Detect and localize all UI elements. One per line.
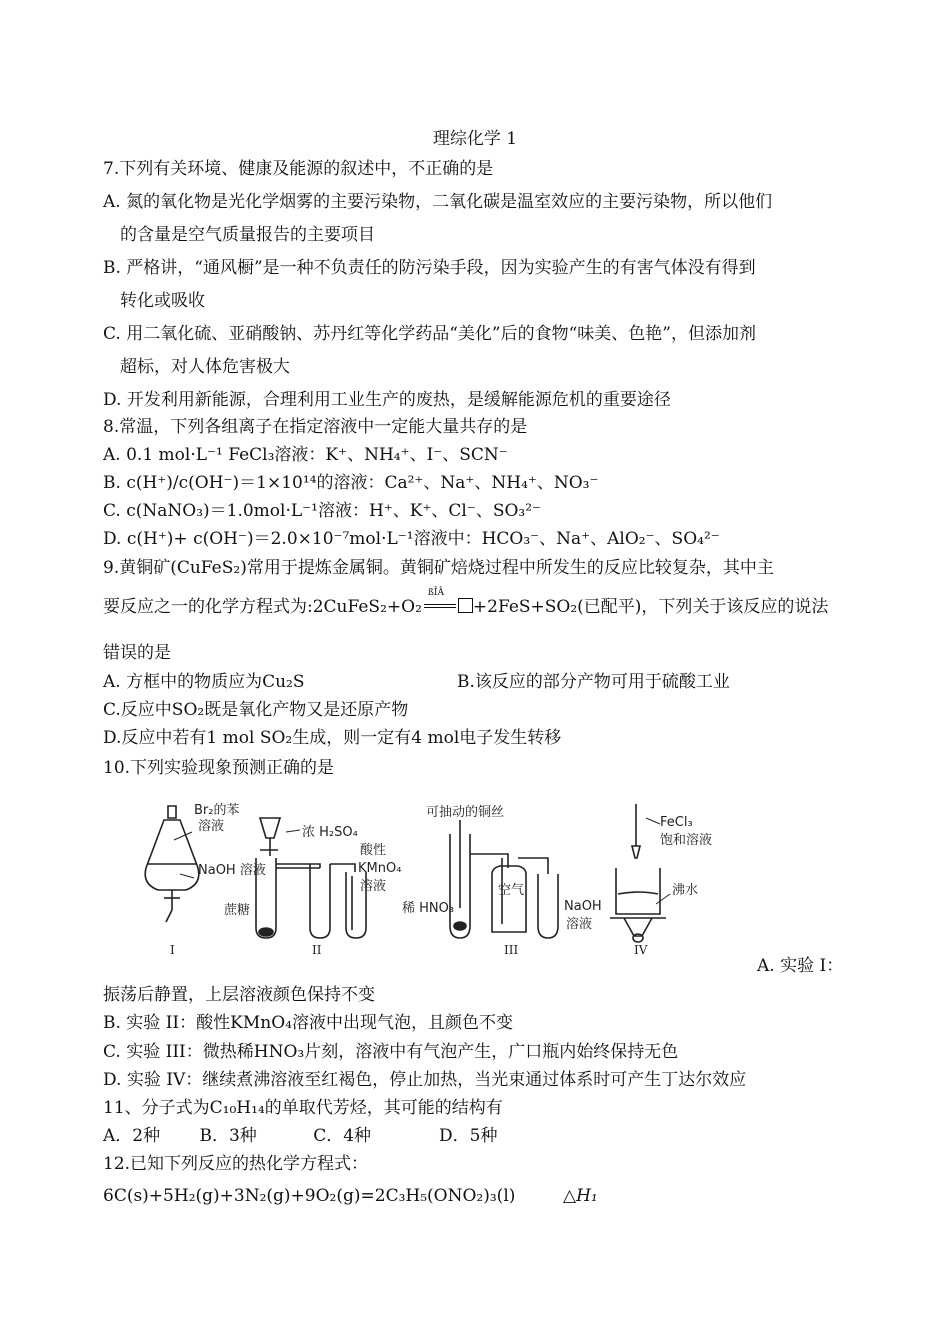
q12-stem: 12.已知下列反应的热化学方程式： bbox=[103, 1154, 369, 1174]
label-conc-h2so4: 浓 H₂SO₄ bbox=[302, 825, 358, 840]
q10-option-a-line1: A. 实验 I： bbox=[757, 956, 844, 976]
q9-reaction-arrow bbox=[422, 588, 458, 618]
q9-equation-right: +2FeS+SO₂(已配平)，下列关于该反应的说法 bbox=[472, 597, 829, 617]
q9-option-a: A. 方框中的物质应为Cu₂S bbox=[103, 672, 305, 692]
label-air: 空气 bbox=[498, 883, 525, 898]
experiment-apparatus-figure bbox=[140, 798, 830, 966]
q8-option-c-condition: c(NaNO₃)＝1.0mol·L⁻¹溶液： bbox=[126, 501, 369, 521]
q9-reaction-condition: ßÎÂ bbox=[427, 588, 444, 598]
q8-option-b-condition: c(H⁺)/c(OH⁻)＝1×10¹⁴的溶液： bbox=[126, 473, 385, 493]
q9-option-d: D.反应中若有1 mol SO₂生成，则一定有4 mol电子发生转移 bbox=[103, 728, 562, 748]
q7-option-c-line2: 超标，对人体危害极大 bbox=[120, 357, 290, 377]
label-solution-2: 溶液 bbox=[360, 879, 387, 894]
q7-option-b-line1: B. 严格讲，“通风橱”是一种不负责任的防污染手段，因为实验产生的有害气体没有得到 bbox=[103, 258, 756, 278]
label-fecl3: FeCl₃ bbox=[660, 815, 693, 830]
separatory-funnel bbox=[145, 806, 199, 922]
page-title: 理综化学 1 bbox=[432, 129, 518, 149]
q12-delta-h1: △H₁ bbox=[563, 1186, 598, 1206]
label-naoh-2: NaOH bbox=[564, 899, 602, 914]
label-saturated-solution: 饱和溶液 bbox=[660, 833, 713, 848]
label-br2-benzene: Br₂的苯 bbox=[194, 803, 240, 818]
label-boiling-water: 沸水 bbox=[672, 883, 699, 898]
q8-option-b-ions: Ca²⁺、Na⁺、NH₄⁺、NO₃⁻ bbox=[384, 473, 599, 493]
q9-option-c: C.反应中SO₂既是氧化产物又是还原产物 bbox=[103, 700, 409, 720]
q8-stem: 8.常温，下列各组离子在指定溶液中一定能大量共存的是 bbox=[103, 417, 528, 437]
q11-options: A．2种 B．3种 C．4种 D．5种 bbox=[103, 1126, 498, 1146]
q7-option-a-line1: A. 氮的氧化物是光化学烟雾的主要污染物，二氧化碳是温室效应的主要污染物，所以他们 bbox=[103, 192, 773, 212]
label-dilute-hno3: 稀 HNO₃ bbox=[402, 901, 455, 916]
q7-option-b-line2: 转化或吸收 bbox=[120, 291, 205, 311]
q8-option-d-ions: HCO₃⁻、Na⁺、AlO₂⁻、SO₄²⁻ bbox=[481, 529, 720, 549]
q10-option-d: D. 实验 IV：继续煮沸溶液至红褐色，停止加热，当光束通过体系时可产生丁达尔效应 bbox=[103, 1070, 747, 1090]
label-sucrose: 蔗糖 bbox=[224, 903, 251, 918]
label-apparatus-iv: IV bbox=[634, 943, 648, 957]
label-apparatus-iii: III bbox=[504, 943, 519, 957]
q10-option-c: C. 实验 III：微热稀HNO₃片刻，溶液中有气泡产生，广口瓶内始终保持无色 bbox=[103, 1042, 679, 1062]
q9-stem-line2 bbox=[103, 588, 829, 618]
q10-stem: 10.下列实验现象预测正确的是 bbox=[103, 758, 335, 778]
q8-option-a-prefix: A. bbox=[103, 445, 121, 465]
q9-option-b: B.该反应的部分产物可用于硫酸工业 bbox=[457, 672, 730, 692]
q9-stem-line1: 9.黄铜矿(CuFeS₂)常用于提炼金属铜。黄铜矿焙烧过程中所发生的反应比较复杂，其中主 bbox=[103, 558, 774, 578]
q9-equation-left: 要反应之一的化学方程式为:2CuFeS₂+O₂ bbox=[103, 597, 422, 617]
q8-option-d-condition: c(H⁺)+ c(OH⁻)＝2.0×10⁻⁷mol·L⁻¹溶液中： bbox=[126, 529, 482, 549]
label-apparatus-i: I bbox=[170, 943, 175, 957]
q8-option-c-prefix: C. bbox=[103, 501, 121, 521]
q10-option-b: B. 实验 II：酸性KMnO₄溶液中出现气泡，且颜色不变 bbox=[103, 1013, 513, 1033]
q8-option-a-condition: 0.1 mol·L⁻¹ FeCl₃溶液： bbox=[126, 445, 326, 465]
q8-option-a-ions: K⁺、NH₄⁺、I⁻、SCN⁻ bbox=[325, 445, 508, 465]
label-naoh-solution-1: NaOH 溶液 bbox=[198, 863, 266, 878]
q9-blank-box bbox=[458, 598, 473, 613]
label-apparatus-ii: II bbox=[312, 943, 322, 957]
q8-option-b-prefix: B. bbox=[103, 473, 121, 493]
q8-option-a bbox=[103, 444, 508, 466]
q7-option-d: D. 开发利用新能源，合理利用工业生产的废热，是缓解能源危机的重要途径 bbox=[103, 390, 671, 410]
label-movable-copper-wire: 可抽动的铜丝 bbox=[426, 805, 505, 820]
q7-option-c-line1: C. 用二氧化硫、亚硝酸钠、苏丹红等化学药品“美化”后的食物“味美、色艳”，但添加剂 bbox=[103, 324, 756, 344]
q7-option-a-line2: 的含量是空气质量报告的主要项目 bbox=[120, 225, 375, 245]
label-solution-3: 溶液 bbox=[566, 917, 593, 932]
q12-equation: 6C(s)+5H₂(g)+3N₂(g)+9O₂(g)=2C₃H₅(ONO₂)₃(l) bbox=[103, 1186, 516, 1206]
q9-stem-line3: 错误的是 bbox=[103, 643, 171, 663]
q8-option-c-ions: H⁺、K⁺、Cl⁻、SO₃²⁻ bbox=[368, 501, 542, 521]
apparatus-iv bbox=[610, 804, 666, 942]
q11-stem: 11、分子式为C₁₀H₁₄的单取代芳烃，其可能的结构有 bbox=[103, 1098, 503, 1118]
label-solution-1: 溶液 bbox=[198, 819, 225, 834]
q7-stem: 7.下列有关环境、健康及能源的叙述中，不正确的是 bbox=[103, 159, 494, 179]
q10-option-a-line2: 振荡后静置，上层溶液颜色保持不变 bbox=[103, 985, 375, 1005]
label-acidic: 酸性 bbox=[360, 843, 387, 858]
label-kmno4: KMnO₄ bbox=[358, 861, 402, 876]
q8-option-c bbox=[103, 500, 541, 522]
q8-option-d bbox=[103, 528, 720, 550]
q8-option-d-prefix: D. bbox=[103, 529, 122, 549]
apparatus-iii bbox=[450, 820, 558, 938]
q8-option-b bbox=[103, 472, 598, 494]
